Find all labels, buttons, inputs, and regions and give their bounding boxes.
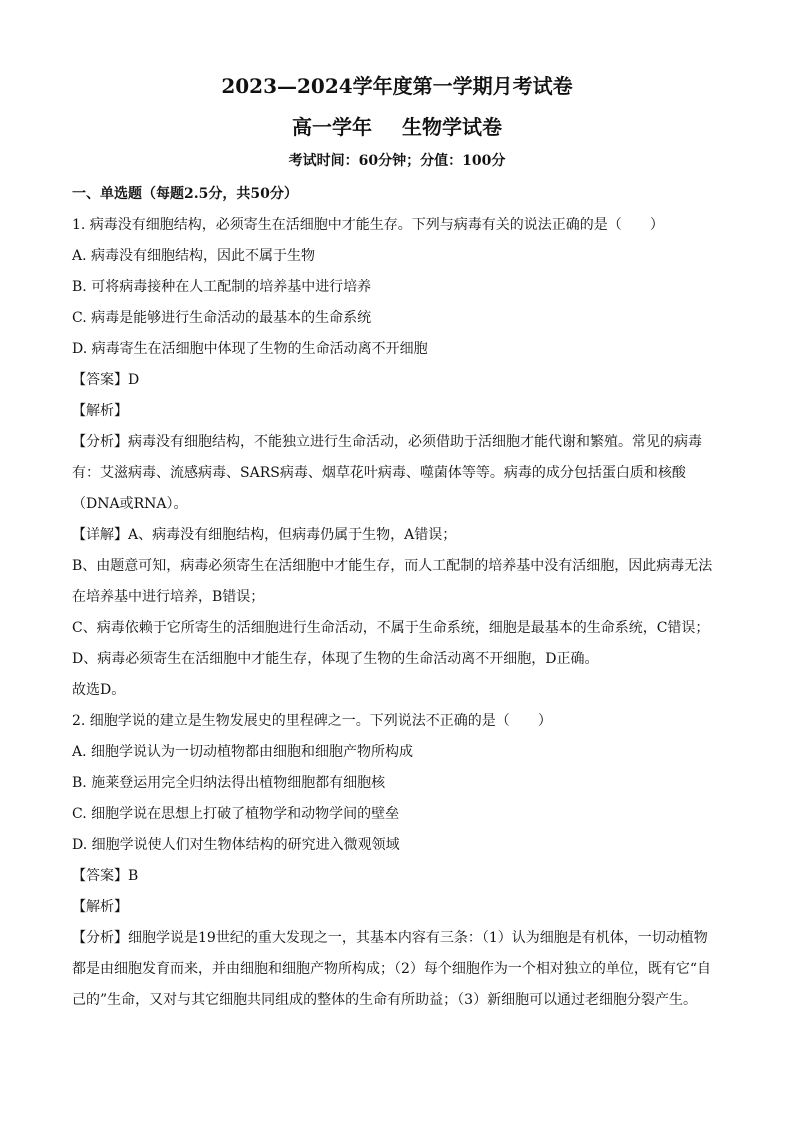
exam-subtitle (0, 111, 794, 140)
question-2-option-c: C. 细胞学说在思想上打破了植物学和动物学间的壁垒 (72, 806, 400, 822)
question-2-analysis-tag: 【解析】 (72, 899, 128, 915)
question-1-stem-close: ） (649, 217, 664, 233)
question-2-option-a: A. 细胞学说认为一切动植物都由细胞和细胞产物所构成 (72, 744, 414, 760)
subtitle-subject: 生物学试卷 (402, 115, 502, 139)
question-1-analysis-line: 【分析】病毒没有细胞结构，不能独立进行生命活动，必须借助于活细胞才能代谢和繁殖。常见的病毒 (72, 434, 702, 450)
question-2-analysis-line: 己的”生命，又对与其它细胞共同组成的整体的生命有所助益；（3）新细胞可以通过老细胞分裂产生。 (72, 992, 698, 1008)
question-1-option-c: C. 病毒是能够进行生命活动的最基本的生命系统 (72, 310, 372, 326)
question-1-detail-line: D、病毒必须寄生在活细胞中才能生存，体现了生物的生命活动离不开细胞，D正确。 (72, 651, 599, 667)
question-2-analysis-line: 【分析】细胞学说是19世纪的重大发现之一，其基本内容有三条：（1）认为细胞是有机体，一切动植物 (72, 930, 708, 946)
question-2-stem-close: ） (537, 713, 552, 729)
question-1-analysis-line: 有：艾滋病毒、流感病毒、SARS病毒、烟草花叶病毒、噬菌体等等。病毒的成分包括蛋白质和核酸 (72, 465, 686, 481)
question-2-option-b: B. 施莱登运用完全归纳法得出植物细胞都有细胞核 (72, 775, 386, 791)
question-1-stem-text: 1. 病毒没有细胞结构，必须寄生在活细胞中才能生存。下列与病毒有关的说法正确的是（ (72, 217, 622, 233)
question-1-stem (72, 210, 722, 241)
question-1-option-a: A. 病毒没有细胞结构，因此不属于生物 (72, 248, 316, 264)
question-2-stem (72, 706, 722, 737)
question-1-option-b: B. 可将病毒接种在人工配制的培养基中进行培养 (72, 279, 372, 295)
question-1-detail-line: C、病毒依赖于它所寄生的活细胞进行生命活动，不属于生命系统，细胞是最基本的生命系统，C错误； (72, 620, 710, 636)
section-heading: 一、单选题（每题2.5分，共50分） (72, 186, 298, 202)
exam-info: 考试时间：60分钟；分值：100分 (288, 153, 506, 169)
question-1-conclusion: 故选D。 (72, 682, 126, 698)
question-1-detail-line: 在培养基中进行培养，B错误； (72, 589, 265, 605)
question-1-option-d: D. 病毒寄生在活细胞中体现了生物的生命活动离不开细胞 (72, 341, 428, 357)
question-2-answer: 【答案】B (72, 868, 139, 884)
question-1-analysis-tag: 【解析】 (72, 403, 128, 419)
question-1-analysis-line: （DNA或RNA）。 (72, 496, 188, 512)
question-2-stem-text: 2. 细胞学说的建立是生物发展史的里程碑之一。下列说法不正确的是（ (72, 713, 510, 729)
exam-title: 2023—2024学年度第一学期月考试卷 (221, 74, 573, 98)
exam-body (72, 179, 722, 1016)
question-2-option-d: D. 细胞学说使人们对生物体结构的研究进入微观领域 (72, 837, 400, 853)
question-2-analysis-line: 都是由细胞发育而来，并由细胞和细胞产物所构成；（2）每个细胞作为一个相对独立的单位，既有它“自 (72, 961, 712, 977)
question-1-detail-line: B、由题意可知，病毒必须寄生在活细胞中才能生存，而人工配制的培养基中没有活细胞，因此病毒无法 (72, 558, 713, 574)
question-1-answer: 【答案】D (72, 372, 140, 388)
question-1-detail-line: 【详解】A、病毒没有细胞结构，但病毒仍属于生物，A错误； (72, 527, 457, 543)
subtitle-grade: 高一学年 (292, 115, 372, 139)
